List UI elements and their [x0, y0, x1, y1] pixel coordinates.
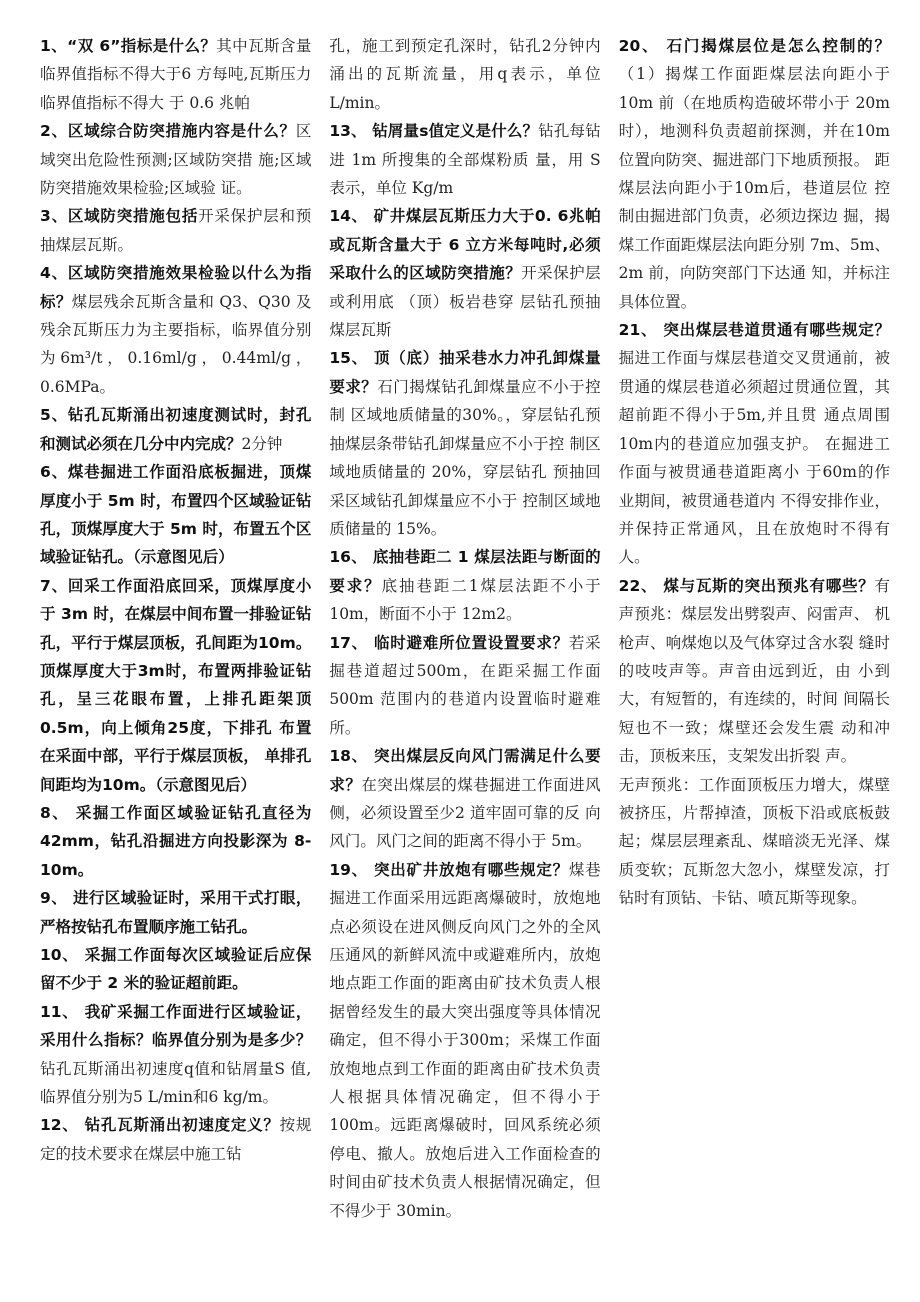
- qa-item-20: [619, 32, 890, 316]
- answer: 掘进工作面与煤层巷道交叉贯通前，被贯通的煤层巷道必须超过贯通位置，其超前距不得小于5m,并且贯 通点周围10m内的巷道应加强支护。 在掘进工作面与被贯通巷道距离小 于60m的作业期间，被贯通巷道内 不得安排作业，并保持正常通风，且在放炮时不得有人。: [618, 349, 890, 567]
- question: 17、 临时避难所位置设置要求？: [329, 633, 569, 652]
- question: 3、区域防突措施包括: [40, 207, 199, 226]
- question: 5、钻孔瓦斯涌出初速度测试时，封孔和测试必须在几分中内完成？: [40, 406, 312, 453]
- question: 9、 进行区域验证时，采用干式打眼，严格按钻孔布置顺序施工钻孔。: [40, 889, 312, 936]
- answer: 钻孔瓦斯涌出初速度q值和钻屑量S 值,临界值分别为5 L/min和6 kg/m。: [40, 1059, 312, 1107]
- question: 18、 突出煤层反向风门需满足什么要求？: [329, 747, 601, 794]
- answer: 若采掘巷道超过500m，在距采掘工作面 500m 范围内的巷道内设置临时避难所。: [329, 633, 601, 737]
- column-2: [329, 32, 600, 1302]
- answer: 孔，施工到预定孔深时，钻孔2分钟内涌出的瓦斯流量，用q表示，单位L/min。: [329, 37, 601, 112]
- qa-item-2: [40, 117, 311, 202]
- qa-item-16: [329, 543, 600, 628]
- qa-item-12: [40, 1111, 311, 1168]
- qa-item-15: [329, 344, 600, 543]
- question: 22、 煤与瓦斯的突出预兆有哪些？: [618, 576, 875, 595]
- qa-item-14: [329, 202, 600, 344]
- question: 21、 突出煤层巷道贯通有哪些规定？: [618, 321, 890, 340]
- question: 8、 采掘工作面区域验证钻孔直径为42mm，钻孔沿掘进方向投影深为 8-10m。: [40, 803, 312, 879]
- answer: 在突出煤层的煤巷掘进工作面进风 侧，必须设置至少2 道牢固可靠的反 向风门。风门之间的距离不得小于 5m。: [329, 775, 601, 851]
- answer: 开采保护层或利用底 （顶）板岩巷穿 层钻孔预抽煤层瓦斯: [329, 264, 601, 340]
- question: 1、“双 6”指标是什么？: [40, 37, 217, 55]
- answer: （1）揭煤工作面距煤层法向距小于10m 前（在地质构造破坏带小于 20m 时），地测科负责超前探测，并在10m 位置向防突、掘进部门下地质预报。 距煤层法向距小于10m后，巷道层位 控制由掘进部门负责，必须边探边 掘，揭煤工作面距煤层法向距分别 7m、5m、2m 前，向防突部门下达通 知，并标注具体位置。: [618, 65, 890, 311]
- answer: 钻孔每钻进 1m 所搜集的全部煤粉质 量，用 S 表示，单位 Kg/m: [329, 122, 601, 198]
- question: 11、 我矿采掘工作面进行区域验证，采用什么指标？临界值分别为是多少？: [40, 1002, 312, 1050]
- column-1: [40, 32, 311, 1302]
- qa-item-13: [329, 117, 600, 202]
- qa-item-1: [40, 32, 311, 117]
- qa-item-19: [329, 856, 600, 1225]
- question: 4、区域防突措施效果检验以什么为指标？: [40, 264, 312, 311]
- question: 7、回采工作面沿底回采，顶煤厚度小于 3m 时，在煤层中间布置一排验证钻孔，平行于煤层顶板，孔间距为10m。顶煤厚度大于3m时，布置两排验证钻孔，呈三花眼布置，上排孔距架顶0.5m，向上倾角25度，下排孔 布置在采面中部，平行于煤层顶板， 单排孔间距均为10m。（示意图见后）: [40, 576, 312, 794]
- question: 13、 钻屑量s值定义是什么？: [329, 122, 539, 141]
- qa-item-7: [40, 572, 311, 799]
- qa-item-10: [40, 941, 311, 998]
- qa-item-6: [40, 458, 311, 572]
- question: 16、 底抽巷距二 1 煤层法距与断面的 要求？: [329, 548, 601, 595]
- question: 20、 石门揭煤层位是怎么控制的？: [618, 37, 890, 55]
- question: 14、 矿井煤层瓦斯压力大于0. 6兆帕或瓦斯含量大于 6 立方米每吨时,必须采取什么的区域防突措施？: [329, 207, 601, 283]
- qa-item-9: [40, 884, 311, 941]
- answer: 有声预兆：煤层发出劈裂声、闷雷声、 机枪声、响煤炮以及气体穿过含水裂 缝时的吱吱声等。声音由远到近，由 小到大，有短暂的，有连续的，时间 间隔长短也不一致；煤壁还会发生震 动和冲击，顶板来压，支架发出折裂 声。: [618, 576, 890, 766]
- qa-item-18: [329, 742, 600, 856]
- qa-item-22: [619, 572, 890, 771]
- question: 2、区域综合防突措施内容是什么？: [40, 122, 296, 141]
- qa-item-8: [40, 799, 311, 884]
- answer: 石门揭煤钻孔卸煤量应不小于控制 区域地质储量的30%。，穿层钻孔预 抽煤层条带钻孔卸煤量应不小于控 制区域地质储量的 20%，穿层钻孔 预抽回采区域钻孔卸煤量应不小于 控制区域地质储量的 15%。: [329, 377, 601, 538]
- qa-item-21: [619, 316, 890, 572]
- answer: 2分钟: [241, 434, 283, 453]
- answer: 煤层残余瓦斯含量和 Q3、Q30 及残余瓦斯压力为主要指标，临界值分别为6m³/t，0.16ml/g，0.44ml/g，0.6MPa。: [40, 292, 312, 396]
- column-3: [619, 32, 890, 1302]
- answer: 其中瓦斯含量临界值指标不得大于6 方每吨,瓦斯压力临界值指标不得大 于 0.6 兆帕: [40, 37, 312, 112]
- answer: 区域突出危险性预测;区域防突措 施;区域防突措施效果检验;区域验 证。: [40, 122, 312, 198]
- qa-item-12-continued: [329, 32, 600, 117]
- answer: 按规定的技术要求在煤层中施工钻: [40, 1116, 312, 1163]
- silent-signs-paragraph: 无声预兆：工作面顶板压力增大，煤壁被挤压，片帮掉渣，顶板下沿或底板鼓起；煤层层理紊乱、煤暗淡无光泽、煤质变软；瓦斯忽大忽小，煤壁发凉，打钻时有顶钻、卡钻、喷瓦斯等现象。: [618, 775, 890, 908]
- answer: 开采保护层和预抽煤层瓦斯。: [40, 207, 312, 254]
- qa-item-4: [40, 259, 311, 401]
- qa-item-11: [40, 998, 311, 1112]
- qa-item-3: [40, 202, 311, 259]
- qa-item-5: [40, 401, 311, 458]
- question: 15、 顶（底）抽采巷水力冲孔卸煤量要求？: [329, 349, 601, 396]
- question: 19、 突出矿井放炮有哪些规定？: [329, 860, 569, 879]
- answer: 底抽巷距二1煤层法距不小于10m，断面不小于 12m2。: [329, 576, 601, 624]
- question: 10、 采掘工作面每次区域验证后应保 留不少于 2 米的验证超前距。: [40, 946, 312, 993]
- question: 6、煤巷掘进工作面沿底板掘进，顶煤厚度小于 5m 时，布置四个区域验证钻孔，顶煤厚度大于 5m 时，布置五个区域验证钻孔。（示意图见后）: [40, 463, 312, 567]
- answer: 煤巷掘进工作面采用远距离爆破时，放炮地点必须设在进风侧反向风门之外的全风压通风的新鲜风流中或避难所内，放炮地点距工作面的距离由矿技术负责人根据曾经发生的最大突出强度等具体情况确定，但不得小于300m；采煤工作面放炮地点到工作面的距离由矿技术负责人根据具体情况确定，但不得小于 100m。远距离爆破时，回风系统必须停电、撤人。放炮后进入工作面检查的时间由矿技术负责人根据情况确定，但不得少于 30min。: [329, 860, 601, 1220]
- qa-item-17: [329, 629, 600, 743]
- question: 12、 钻孔瓦斯涌出初速度定义？: [40, 1116, 280, 1135]
